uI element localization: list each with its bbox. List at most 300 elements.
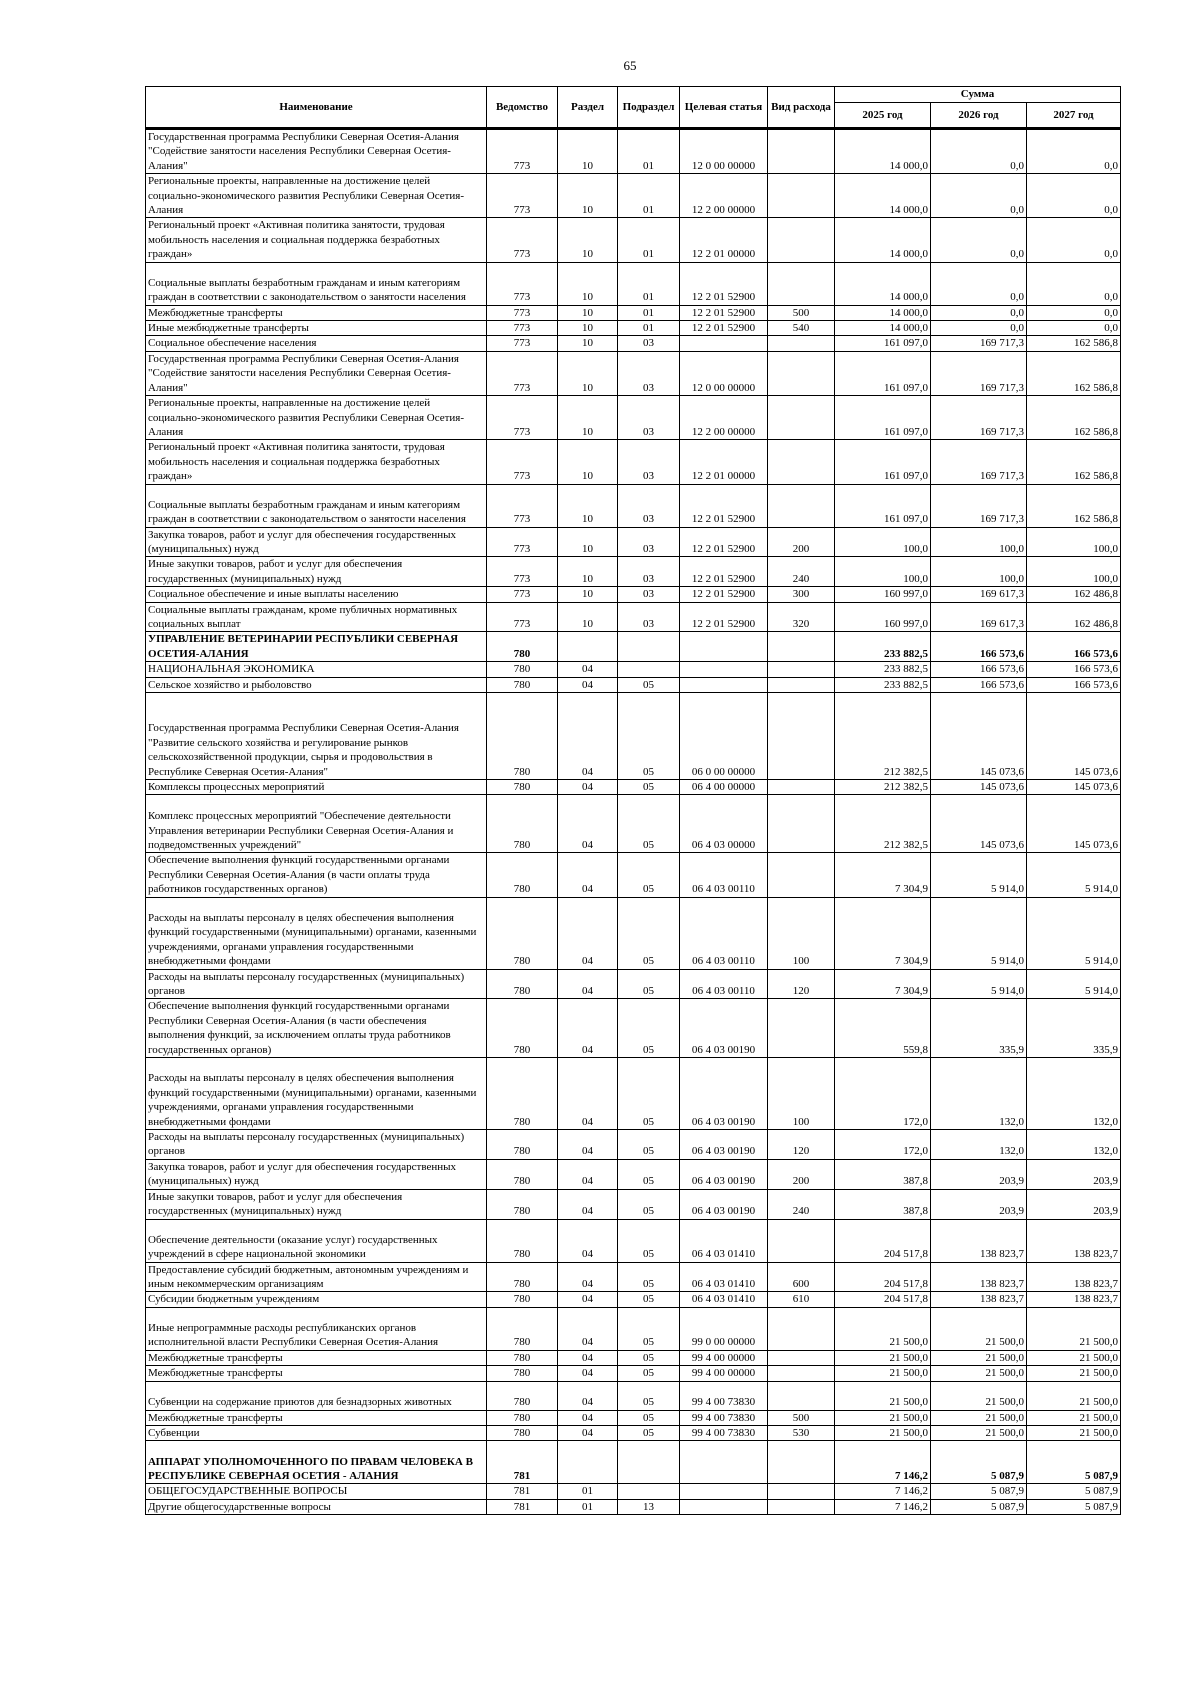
header-subsection: Подраздел <box>618 87 680 129</box>
table-row <box>146 1130 1121 1160</box>
row-dept-cell: 773 <box>487 305 558 320</box>
row-sum-2026-cell: 166 573,6 <box>931 632 1027 662</box>
row-sum-2027-cell: 162 486,8 <box>1027 602 1121 632</box>
row-dept-cell: 773 <box>487 602 558 632</box>
table-row <box>146 1262 1121 1292</box>
row-sum-2027-cell: 5 914,0 <box>1027 969 1121 999</box>
row-section-cell: 10 <box>558 351 618 395</box>
row-subsection-cell: 05 <box>618 1425 680 1440</box>
row-exptype-cell: 120 <box>768 969 835 999</box>
row-subsection-cell: 03 <box>618 587 680 602</box>
row-subsection-cell: 03 <box>618 527 680 557</box>
row-dept-cell: 780 <box>487 1219 558 1262</box>
row-sum-2026-cell: 0,0 <box>931 129 1027 174</box>
row-sum-2026-cell: 0,0 <box>931 174 1027 218</box>
row-sum-2025-cell: 233 882,5 <box>835 662 931 677</box>
table-row <box>146 305 1121 320</box>
row-subsection-cell: 05 <box>618 780 680 795</box>
row-exptype-cell <box>768 795 835 853</box>
row-exptype-cell: 100 <box>768 897 835 969</box>
row-sum-2025-cell: 172,0 <box>835 1130 931 1160</box>
row-sum-2027-cell: 138 823,7 <box>1027 1262 1121 1292</box>
row-target-cell: 12 2 01 52900 <box>680 602 768 632</box>
row-exptype-cell <box>768 677 835 692</box>
row-exptype-cell: 200 <box>768 527 835 557</box>
table-row <box>146 795 1121 853</box>
row-subsection-cell: 05 <box>618 1159 680 1189</box>
row-target-cell <box>680 632 768 662</box>
row-sum-2026-cell: 203,9 <box>931 1189 1027 1219</box>
row-name-cell: Государственная программа Республики Северная Осетия-Алания "Содействие занятости населения Республики Северная Осетия-Алания" <box>146 129 487 174</box>
row-section-cell: 04 <box>558 999 618 1058</box>
row-target-cell: 06 4 03 00000 <box>680 795 768 853</box>
row-subsection-cell: 03 <box>618 440 680 484</box>
row-name-cell: Комплекс процессных мероприятий "Обеспечение деятельности Управления ветеринарии Республики Северная Осетия-Алания и подведомственных учреждений" <box>146 795 487 853</box>
row-subsection-cell: 05 <box>618 999 680 1058</box>
row-dept-cell: 780 <box>487 1381 558 1410</box>
row-sum-2027-cell: 21 500,0 <box>1027 1366 1121 1381</box>
row-exptype-cell: 610 <box>768 1292 835 1307</box>
row-sum-2027-cell: 0,0 <box>1027 174 1121 218</box>
row-subsection-cell: 05 <box>618 1410 680 1425</box>
row-sum-2026-cell: 169 717,3 <box>931 484 1027 527</box>
row-exptype-cell <box>768 632 835 662</box>
header-dept: Ведомство <box>487 87 558 129</box>
row-name-cell: Межбюджетные трансферты <box>146 1410 487 1425</box>
row-sum-2025-cell: 204 517,8 <box>835 1219 931 1262</box>
table-row <box>146 780 1121 795</box>
row-dept-cell: 780 <box>487 1058 558 1130</box>
row-sum-2025-cell: 233 882,5 <box>835 632 931 662</box>
row-section-cell: 10 <box>558 218 618 262</box>
row-dept-cell: 780 <box>487 897 558 969</box>
row-exptype-cell: 300 <box>768 587 835 602</box>
row-sum-2026-cell: 335,9 <box>931 999 1027 1058</box>
row-sum-2027-cell: 21 500,0 <box>1027 1381 1121 1410</box>
row-name-cell: Закупка товаров, работ и услуг для обеспечения государственных (муниципальных) нужд <box>146 527 487 557</box>
row-name-cell: Обеспечение выполнения функций государственными органами Республики Северная Осетия-Алания (в части обеспечения выполнения функций, за исключением оплаты труда работников государственных органов) <box>146 999 487 1058</box>
row-name-cell: Субвенции на содержание приютов для безнадзорных животных <box>146 1381 487 1410</box>
row-sum-2027-cell: 21 500,0 <box>1027 1425 1121 1440</box>
table-row <box>146 1219 1121 1262</box>
row-exptype-cell <box>768 999 835 1058</box>
row-exptype-cell <box>768 218 835 262</box>
row-target-cell: 06 4 03 00190 <box>680 1189 768 1219</box>
row-target-cell: 99 4 00 73830 <box>680 1410 768 1425</box>
row-name-cell: Закупка товаров, работ и услуг для обеспечения государственных (муниципальных) нужд <box>146 1159 487 1189</box>
row-sum-2025-cell: 14 000,0 <box>835 305 931 320</box>
row-exptype-cell <box>768 1350 835 1365</box>
row-sum-2026-cell: 138 823,7 <box>931 1292 1027 1307</box>
row-sum-2025-cell: 14 000,0 <box>835 321 931 336</box>
row-dept-cell: 773 <box>487 262 558 305</box>
table-row <box>146 557 1121 587</box>
row-dept-cell: 780 <box>487 1350 558 1365</box>
row-sum-2025-cell: 161 097,0 <box>835 396 931 440</box>
table-row <box>146 321 1121 336</box>
row-exptype-cell: 540 <box>768 321 835 336</box>
row-name-cell: Предоставление субсидий бюджетным, автономным учреждениям и иным некоммерческим организациям <box>146 1262 487 1292</box>
row-exptype-cell: 200 <box>768 1159 835 1189</box>
row-sum-2025-cell: 387,8 <box>835 1159 931 1189</box>
row-target-cell: 12 2 00 00000 <box>680 174 768 218</box>
row-section-cell: 04 <box>558 1350 618 1365</box>
row-sum-2026-cell: 145 073,6 <box>931 780 1027 795</box>
row-target-cell: 12 2 01 52900 <box>680 262 768 305</box>
row-sum-2025-cell: 161 097,0 <box>835 351 931 395</box>
row-section-cell: 04 <box>558 795 618 853</box>
row-sum-2027-cell: 166 573,6 <box>1027 632 1121 662</box>
row-sum-2026-cell: 21 500,0 <box>931 1307 1027 1350</box>
row-section-cell: 04 <box>558 1159 618 1189</box>
row-name-cell: Государственная программа Республики Северная Осетия-Алания "Содействие занятости населения Республики Северная Осетия-Алания" <box>146 351 487 395</box>
row-subsection-cell: 01 <box>618 305 680 320</box>
row-section-cell: 10 <box>558 396 618 440</box>
row-exptype-cell <box>768 1219 835 1262</box>
row-sum-2025-cell: 387,8 <box>835 1189 931 1219</box>
row-sum-2027-cell: 166 573,6 <box>1027 662 1121 677</box>
row-target-cell: 06 4 03 00110 <box>680 969 768 999</box>
row-section-cell: 10 <box>558 587 618 602</box>
row-target-cell <box>680 336 768 351</box>
row-sum-2026-cell: 21 500,0 <box>931 1381 1027 1410</box>
row-sum-2026-cell: 5 087,9 <box>931 1441 1027 1484</box>
row-sum-2027-cell: 0,0 <box>1027 262 1121 305</box>
row-exptype-cell <box>768 1499 835 1514</box>
row-target-cell <box>680 1499 768 1514</box>
row-dept-cell: 773 <box>487 174 558 218</box>
row-dept-cell: 780 <box>487 853 558 897</box>
row-exptype-cell: 320 <box>768 602 835 632</box>
row-sum-2026-cell: 166 573,6 <box>931 677 1027 692</box>
row-name-cell: Социальные выплаты безработным гражданам и иным категориям граждан в соответствии с законодательством о занятости населения <box>146 484 487 527</box>
row-sum-2027-cell: 145 073,6 <box>1027 780 1121 795</box>
table-row <box>146 1484 1121 1499</box>
row-target-cell <box>680 662 768 677</box>
row-sum-2025-cell: 7 304,9 <box>835 897 931 969</box>
row-section-cell: 04 <box>558 969 618 999</box>
row-sum-2027-cell: 5 087,9 <box>1027 1499 1121 1514</box>
row-subsection-cell: 05 <box>618 795 680 853</box>
row-subsection-cell: 01 <box>618 321 680 336</box>
row-name-cell: Расходы на выплаты персоналу в целях обеспечения выполнения функций государственными (муниципальными) органами, казенными учреждениями, органами управления государственными внебюджетными фондами <box>146 1058 487 1130</box>
table-row <box>146 602 1121 632</box>
table-row <box>146 1410 1121 1425</box>
table-row <box>146 1381 1121 1410</box>
table-row <box>146 632 1121 662</box>
row-dept-cell: 780 <box>487 662 558 677</box>
row-section-cell: 04 <box>558 897 618 969</box>
row-dept-cell: 773 <box>487 527 558 557</box>
row-name-cell: Иные межбюджетные трансферты <box>146 321 487 336</box>
row-sum-2027-cell: 132,0 <box>1027 1130 1121 1160</box>
row-sum-2026-cell: 169 717,3 <box>931 336 1027 351</box>
row-name-cell: Региональные проекты, направленные на достижение целей социально-экономического развития Республики Северная Осетия-Алания <box>146 174 487 218</box>
row-subsection-cell: 03 <box>618 396 680 440</box>
row-exptype-cell: 500 <box>768 1410 835 1425</box>
row-section-cell: 10 <box>558 484 618 527</box>
row-subsection-cell <box>618 1484 680 1499</box>
row-sum-2026-cell: 203,9 <box>931 1159 1027 1189</box>
row-subsection-cell: 03 <box>618 336 680 351</box>
row-subsection-cell: 05 <box>618 969 680 999</box>
row-sum-2026-cell: 145 073,6 <box>931 795 1027 853</box>
row-name-cell: Региональные проекты, направленные на достижение целей социально-экономического развития Республики Северная Осетия-Алания <box>146 396 487 440</box>
row-section-cell: 10 <box>558 305 618 320</box>
row-sum-2027-cell: 21 500,0 <box>1027 1350 1121 1365</box>
header-section: Раздел <box>558 87 618 129</box>
row-sum-2025-cell: 204 517,8 <box>835 1292 931 1307</box>
row-target-cell: 12 0 00 00000 <box>680 351 768 395</box>
table-row <box>146 587 1121 602</box>
row-dept-cell: 780 <box>487 632 558 662</box>
row-subsection-cell: 01 <box>618 129 680 174</box>
row-section-cell: 04 <box>558 1410 618 1425</box>
row-subsection-cell: 01 <box>618 262 680 305</box>
row-target-cell: 06 4 03 01410 <box>680 1292 768 1307</box>
row-dept-cell: 773 <box>487 351 558 395</box>
row-sum-2027-cell: 100,0 <box>1027 557 1121 587</box>
row-exptype-cell <box>768 1484 835 1499</box>
row-sum-2027-cell: 5 914,0 <box>1027 897 1121 969</box>
row-dept-cell: 773 <box>487 587 558 602</box>
row-target-cell: 06 4 03 00190 <box>680 999 768 1058</box>
row-dept-cell: 780 <box>487 1262 558 1292</box>
row-name-cell: ОБЩЕГОСУДАРСТВЕННЫЕ ВОПРОСЫ <box>146 1484 487 1499</box>
table-row <box>146 853 1121 897</box>
row-target-cell: 99 0 00 00000 <box>680 1307 768 1350</box>
row-sum-2026-cell: 0,0 <box>931 305 1027 320</box>
row-name-cell: УПРАВЛЕНИЕ ВЕТЕРИНАРИИ РЕСПУБЛИКИ СЕВЕРНАЯ ОСЕТИЯ-АЛАНИЯ <box>146 632 487 662</box>
budget-table <box>145 86 1121 1515</box>
row-sum-2026-cell: 5 914,0 <box>931 969 1027 999</box>
row-sum-2027-cell: 21 500,0 <box>1027 1410 1121 1425</box>
row-subsection-cell <box>618 632 680 662</box>
row-dept-cell: 773 <box>487 396 558 440</box>
row-name-cell: Иные закупки товаров, работ и услуг для обеспечения государственных (муниципальных) нужд <box>146 557 487 587</box>
row-sum-2027-cell: 335,9 <box>1027 999 1121 1058</box>
table-row <box>146 262 1121 305</box>
row-section-cell: 04 <box>558 1366 618 1381</box>
row-sum-2025-cell: 7 146,2 <box>835 1499 931 1514</box>
row-subsection-cell: 05 <box>618 1262 680 1292</box>
row-name-cell: Расходы на выплаты персоналу государственных (муниципальных) органов <box>146 1130 487 1160</box>
row-dept-cell: 780 <box>487 1159 558 1189</box>
row-name-cell: Другие общегосударственные вопросы <box>146 1499 487 1514</box>
row-name-cell: Региональный проект «Активная политика занятости, трудовая мобильность населения и социальная поддержка безработных граждан» <box>146 440 487 484</box>
row-sum-2025-cell: 21 500,0 <box>835 1425 931 1440</box>
row-dept-cell: 780 <box>487 1189 558 1219</box>
row-target-cell: 06 0 00 00000 <box>680 693 768 780</box>
row-section-cell: 10 <box>558 557 618 587</box>
row-sum-2026-cell: 5 087,9 <box>931 1499 1027 1514</box>
row-sum-2025-cell: 7 304,9 <box>835 853 931 897</box>
table-row <box>146 1307 1121 1350</box>
row-section-cell: 10 <box>558 527 618 557</box>
row-exptype-cell: 500 <box>768 305 835 320</box>
row-dept-cell: 780 <box>487 969 558 999</box>
row-dept-cell: 780 <box>487 693 558 780</box>
row-target-cell: 99 4 00 73830 <box>680 1425 768 1440</box>
table-row <box>146 440 1121 484</box>
table-row <box>146 484 1121 527</box>
header-name: Наименование <box>146 87 487 129</box>
row-sum-2026-cell: 169 717,3 <box>931 351 1027 395</box>
row-name-cell: Иные непрограммные расходы республиканских органов исполнительной власти Республики Северная Осетия-Алания <box>146 1307 487 1350</box>
row-sum-2026-cell: 5 087,9 <box>931 1484 1027 1499</box>
row-section-cell: 01 <box>558 1484 618 1499</box>
row-target-cell <box>680 677 768 692</box>
row-subsection-cell: 03 <box>618 557 680 587</box>
header-year-2026: 2026 год <box>931 103 1027 129</box>
row-name-cell: Комплексы процессных мероприятий <box>146 780 487 795</box>
table-row <box>146 662 1121 677</box>
row-dept-cell: 773 <box>487 336 558 351</box>
row-dept-cell: 780 <box>487 795 558 853</box>
row-sum-2025-cell: 161 097,0 <box>835 336 931 351</box>
row-sum-2026-cell: 138 823,7 <box>931 1262 1027 1292</box>
row-sum-2026-cell: 169 617,3 <box>931 587 1027 602</box>
row-sum-2026-cell: 21 500,0 <box>931 1425 1027 1440</box>
row-dept-cell: 780 <box>487 1410 558 1425</box>
row-exptype-cell <box>768 351 835 395</box>
table-row <box>146 1366 1121 1381</box>
row-name-cell: Межбюджетные трансферты <box>146 305 487 320</box>
row-sum-2027-cell: 162 486,8 <box>1027 587 1121 602</box>
row-sum-2027-cell: 162 586,8 <box>1027 351 1121 395</box>
table-row <box>146 1441 1121 1484</box>
table-row <box>146 897 1121 969</box>
row-sum-2025-cell: 233 882,5 <box>835 677 931 692</box>
row-sum-2025-cell: 559,8 <box>835 999 931 1058</box>
row-sum-2026-cell: 5 914,0 <box>931 897 1027 969</box>
row-name-cell: Региональный проект «Активная политика занятости, трудовая мобильность населения и социальная поддержка безработных граждан» <box>146 218 487 262</box>
row-target-cell: 12 2 01 00000 <box>680 218 768 262</box>
row-exptype-cell <box>768 440 835 484</box>
row-sum-2026-cell: 21 500,0 <box>931 1366 1027 1381</box>
row-subsection-cell: 05 <box>618 1307 680 1350</box>
row-section-cell: 10 <box>558 321 618 336</box>
row-sum-2026-cell: 132,0 <box>931 1130 1027 1160</box>
row-subsection-cell: 05 <box>618 1219 680 1262</box>
row-sum-2026-cell: 100,0 <box>931 557 1027 587</box>
header-exptype: Вид расхода <box>768 87 835 129</box>
row-subsection-cell: 05 <box>618 1350 680 1365</box>
row-section-cell: 04 <box>558 1130 618 1160</box>
row-subsection-cell: 03 <box>618 484 680 527</box>
row-section-cell: 04 <box>558 677 618 692</box>
row-exptype-cell <box>768 1366 835 1381</box>
row-target-cell: 12 0 00 00000 <box>680 129 768 174</box>
row-name-cell: НАЦИОНАЛЬНАЯ ЭКОНОМИКА <box>146 662 487 677</box>
row-sum-2026-cell: 21 500,0 <box>931 1410 1027 1425</box>
row-sum-2026-cell: 132,0 <box>931 1058 1027 1130</box>
row-subsection-cell: 05 <box>618 1366 680 1381</box>
row-subsection-cell: 05 <box>618 693 680 780</box>
row-subsection-cell: 01 <box>618 218 680 262</box>
row-section-cell: 04 <box>558 1262 618 1292</box>
row-sum-2027-cell: 162 586,8 <box>1027 396 1121 440</box>
row-name-cell: Расходы на выплаты персоналу в целях обеспечения выполнения функций государственными (муниципальными) органами, казенными учреждениями, органами управления государственными внебюджетными фондами <box>146 897 487 969</box>
row-name-cell: Межбюджетные трансферты <box>146 1366 487 1381</box>
row-sum-2026-cell: 0,0 <box>931 321 1027 336</box>
row-section-cell: 04 <box>558 853 618 897</box>
table-row <box>146 999 1121 1058</box>
table-row <box>146 1058 1121 1130</box>
row-name-cell: Обеспечение деятельности (оказание услуг) государственных учреждений в сфере национальной экономики <box>146 1219 487 1262</box>
row-sum-2025-cell: 7 146,2 <box>835 1484 931 1499</box>
row-sum-2027-cell: 0,0 <box>1027 218 1121 262</box>
row-sum-2027-cell: 5 914,0 <box>1027 853 1121 897</box>
row-sum-2026-cell: 169 617,3 <box>931 602 1027 632</box>
row-exptype-cell: 240 <box>768 1189 835 1219</box>
table-body <box>146 129 1121 1515</box>
row-exptype-cell <box>768 129 835 174</box>
row-target-cell: 99 4 00 73830 <box>680 1381 768 1410</box>
row-subsection-cell: 05 <box>618 1058 680 1130</box>
row-subsection-cell <box>618 1441 680 1484</box>
row-dept-cell: 781 <box>487 1441 558 1484</box>
row-name-cell: Социальное обеспечение населения <box>146 336 487 351</box>
row-name-cell: Субсидии бюджетным учреждениям <box>146 1292 487 1307</box>
row-target-cell <box>680 1484 768 1499</box>
table-row <box>146 1292 1121 1307</box>
row-sum-2027-cell: 203,9 <box>1027 1159 1121 1189</box>
row-sum-2025-cell: 161 097,0 <box>835 440 931 484</box>
row-dept-cell: 773 <box>487 321 558 336</box>
row-section-cell <box>558 1441 618 1484</box>
row-name-cell: Социальные выплаты гражданам, кроме публичных нормативных социальных выплат <box>146 602 487 632</box>
row-section-cell: 04 <box>558 1189 618 1219</box>
row-sum-2027-cell: 138 823,7 <box>1027 1292 1121 1307</box>
row-sum-2025-cell: 204 517,8 <box>835 1262 931 1292</box>
row-name-cell: Межбюджетные трансферты <box>146 1350 487 1365</box>
row-sum-2026-cell: 0,0 <box>931 262 1027 305</box>
row-subsection-cell: 03 <box>618 351 680 395</box>
row-subsection-cell: 05 <box>618 897 680 969</box>
row-dept-cell: 773 <box>487 218 558 262</box>
row-sum-2027-cell: 5 087,9 <box>1027 1441 1121 1484</box>
row-subsection-cell: 03 <box>618 602 680 632</box>
table-row <box>146 1189 1121 1219</box>
row-section-cell: 10 <box>558 174 618 218</box>
row-dept-cell: 780 <box>487 1366 558 1381</box>
row-target-cell: 12 2 01 52900 <box>680 527 768 557</box>
row-exptype-cell: 530 <box>768 1425 835 1440</box>
table-row <box>146 351 1121 395</box>
row-sum-2027-cell: 0,0 <box>1027 305 1121 320</box>
row-sum-2027-cell: 162 586,8 <box>1027 440 1121 484</box>
header-target: Целевая статья <box>680 87 768 129</box>
row-dept-cell: 780 <box>487 1130 558 1160</box>
table-row <box>146 677 1121 692</box>
row-section-cell: 10 <box>558 336 618 351</box>
row-dept-cell: 773 <box>487 440 558 484</box>
row-target-cell: 06 4 03 00110 <box>680 897 768 969</box>
row-target-cell: 12 2 01 52900 <box>680 305 768 320</box>
row-subsection-cell: 05 <box>618 677 680 692</box>
row-exptype-cell <box>768 396 835 440</box>
row-name-cell: Государственная программа Республики Северная Осетия-Алания "Развитие сельского хозяйства и регулирование рынков сельскохозяйственной продукции, сырья и продовольствия в Республике Северная Осетия-Алания" <box>146 693 487 780</box>
row-sum-2025-cell: 14 000,0 <box>835 129 931 174</box>
row-sum-2026-cell: 21 500,0 <box>931 1350 1027 1365</box>
row-target-cell: 12 2 01 52900 <box>680 484 768 527</box>
row-sum-2027-cell: 166 573,6 <box>1027 677 1121 692</box>
row-target-cell: 12 2 01 52900 <box>680 587 768 602</box>
row-sum-2027-cell: 203,9 <box>1027 1189 1121 1219</box>
row-section-cell: 04 <box>558 1307 618 1350</box>
row-section-cell: 04 <box>558 1219 618 1262</box>
